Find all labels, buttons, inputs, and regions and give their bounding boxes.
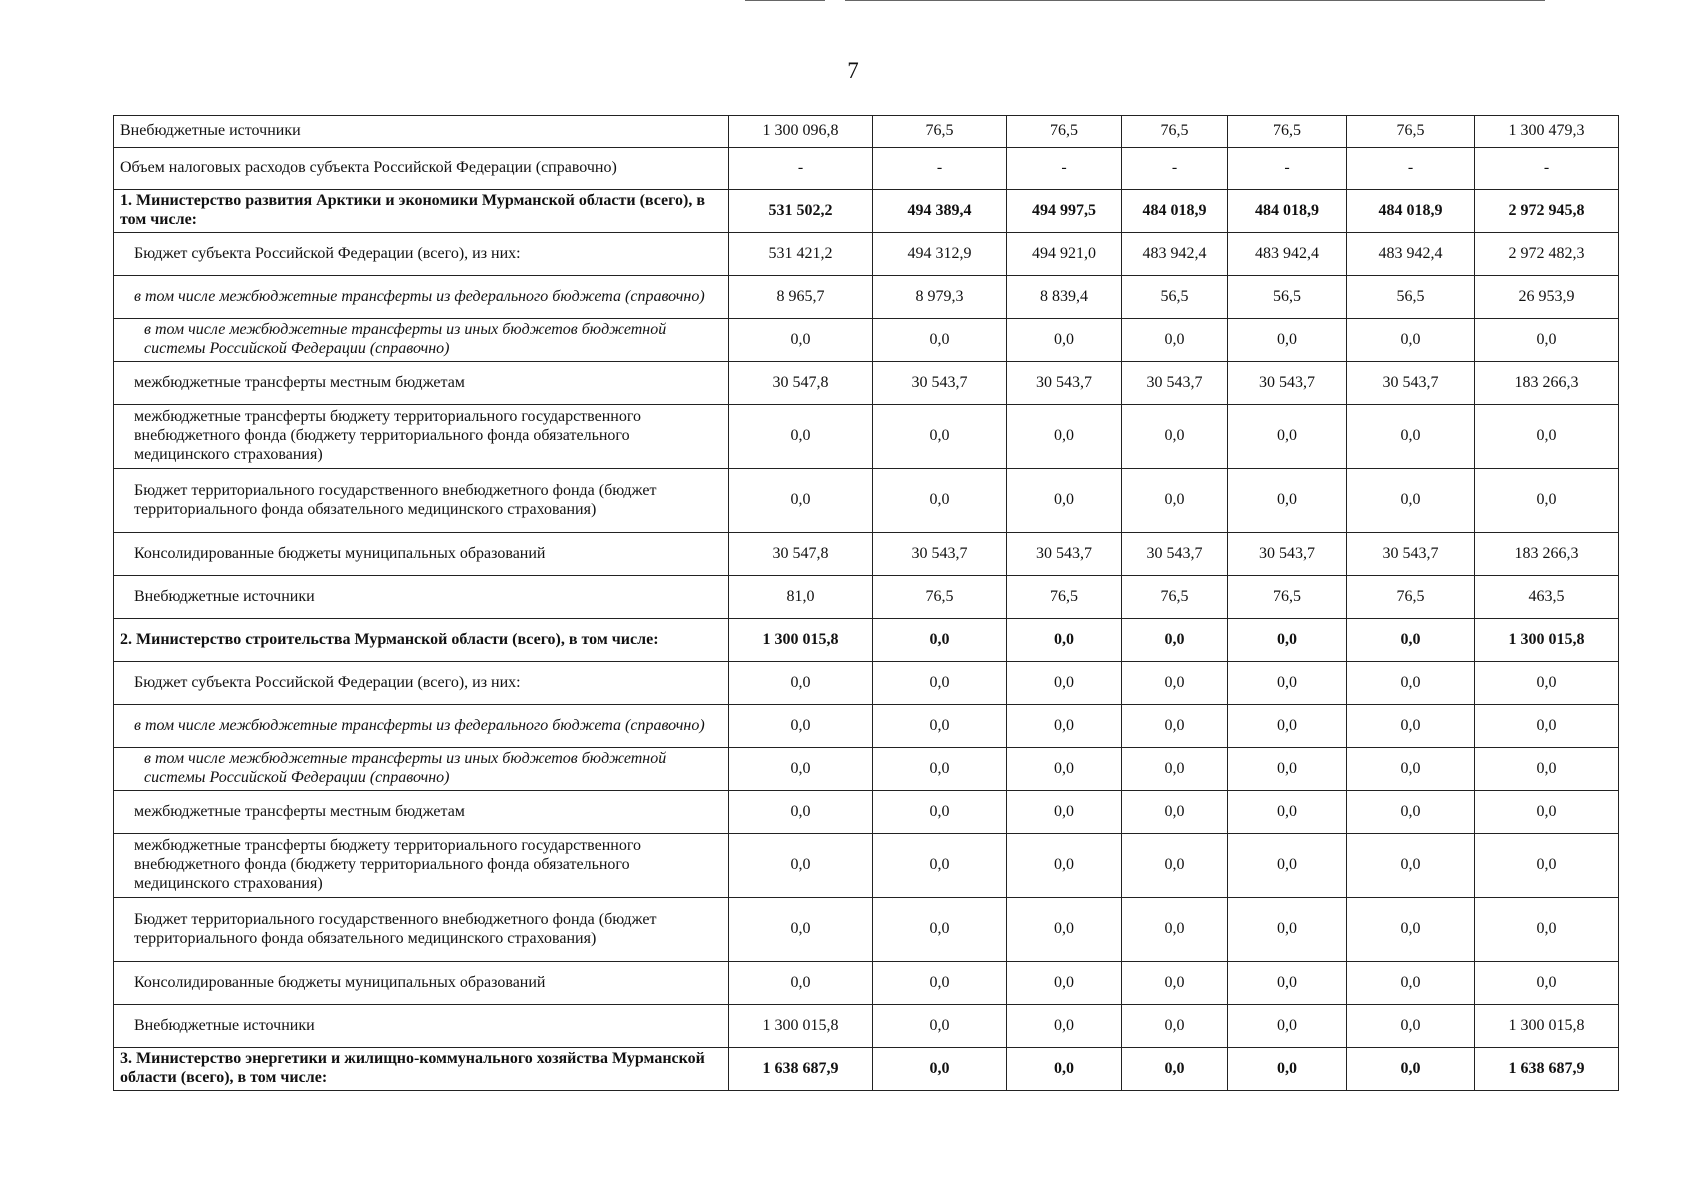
- table-row: [114, 319, 1619, 362]
- page-number: 7: [847, 58, 859, 83]
- row-value: 0,0: [1228, 1048, 1347, 1091]
- row-value: 0,0: [1122, 619, 1228, 662]
- table-row: [114, 576, 1619, 619]
- row-value: 0,0: [873, 662, 1007, 705]
- row-label: в том числе межбюджетные трансферты из иных бюджетов бюджетной системы Российской Федерации (справочно): [114, 319, 729, 362]
- row-value: 0,0: [1122, 469, 1228, 533]
- row-value: 76,5: [873, 576, 1007, 619]
- row-label: 2. Министерство строительства Мурманской области (всего), в том числе:: [114, 619, 729, 662]
- row-value: 0,0: [873, 405, 1007, 469]
- row-value: 0,0: [873, 1005, 1007, 1048]
- row-value: 0,0: [1347, 619, 1475, 662]
- table-row: [114, 1048, 1619, 1091]
- row-value: 2 972 945,8: [1475, 190, 1619, 233]
- row-value: 0,0: [1228, 619, 1347, 662]
- row-value: 0,0: [873, 705, 1007, 748]
- row-value: 494 997,5: [1007, 190, 1122, 233]
- row-value: 0,0: [1347, 662, 1475, 705]
- row-value: 0,0: [1475, 898, 1619, 962]
- row-value: 76,5: [1122, 576, 1228, 619]
- row-value: 76,5: [1007, 116, 1122, 148]
- row-value: 483 942,4: [1122, 233, 1228, 276]
- table-row: [114, 469, 1619, 533]
- row-value: 1 300 015,8: [1475, 1005, 1619, 1048]
- row-label: 1. Министерство развития Арктики и экономики Мурманской области (всего), в том числе:: [114, 190, 729, 233]
- row-value: 76,5: [1007, 576, 1122, 619]
- row-value: 0,0: [873, 791, 1007, 834]
- row-value: 30 543,7: [1347, 533, 1475, 576]
- row-value: 8 965,7: [729, 276, 873, 319]
- row-value: 0,0: [1007, 469, 1122, 533]
- row-value: 0,0: [1122, 1048, 1228, 1091]
- row-value: 0,0: [729, 662, 873, 705]
- row-value: 56,5: [1122, 276, 1228, 319]
- row-value: -: [1228, 148, 1347, 190]
- row-value: 0,0: [1475, 791, 1619, 834]
- scan-edge-line: [845, 0, 1545, 1]
- row-value: 0,0: [1122, 705, 1228, 748]
- row-value: 0,0: [1228, 748, 1347, 791]
- row-value: 30 543,7: [1007, 362, 1122, 405]
- row-value: 1 300 479,3: [1475, 116, 1619, 148]
- row-value: 0,0: [873, 469, 1007, 533]
- row-value: 0,0: [873, 962, 1007, 1005]
- table-row: [114, 962, 1619, 1005]
- row-value: 0,0: [1007, 791, 1122, 834]
- table-row: [114, 276, 1619, 319]
- row-value: 0,0: [1228, 898, 1347, 962]
- row-value: 0,0: [1475, 962, 1619, 1005]
- row-label: Внебюджетные источники: [114, 576, 729, 619]
- row-value: 0,0: [1475, 705, 1619, 748]
- row-value: 1 300 096,8: [729, 116, 873, 148]
- row-value: 0,0: [729, 748, 873, 791]
- row-label: Бюджет субъекта Российской Федерации (всего), из них:: [114, 233, 729, 276]
- budget-table: [113, 115, 1619, 1091]
- row-value: 30 543,7: [1228, 362, 1347, 405]
- row-value: 0,0: [1228, 405, 1347, 469]
- row-value: 0,0: [1122, 319, 1228, 362]
- row-value: 0,0: [1122, 748, 1228, 791]
- table-row: [114, 748, 1619, 791]
- row-value: 0,0: [1007, 405, 1122, 469]
- row-value: 0,0: [873, 898, 1007, 962]
- row-value: 0,0: [1122, 405, 1228, 469]
- row-value: 0,0: [1475, 834, 1619, 898]
- row-value: 30 543,7: [1347, 362, 1475, 405]
- row-label: межбюджетные трансферты местным бюджетам: [114, 362, 729, 405]
- row-value: 0,0: [873, 748, 1007, 791]
- table-row: [114, 898, 1619, 962]
- row-value: 183 266,3: [1475, 362, 1619, 405]
- row-value: 0,0: [1347, 1048, 1475, 1091]
- row-value: 0,0: [1228, 662, 1347, 705]
- row-value: 494 312,9: [873, 233, 1007, 276]
- row-value: 81,0: [729, 576, 873, 619]
- row-value: 0,0: [1475, 748, 1619, 791]
- row-value: 76,5: [873, 116, 1007, 148]
- row-label: Внебюджетные источники: [114, 116, 729, 148]
- row-value: 30 543,7: [873, 362, 1007, 405]
- row-value: 463,5: [1475, 576, 1619, 619]
- row-value: 0,0: [1228, 791, 1347, 834]
- row-value: 0,0: [1347, 705, 1475, 748]
- row-value: -: [873, 148, 1007, 190]
- row-value: 0,0: [729, 962, 873, 1005]
- row-value: 0,0: [1228, 319, 1347, 362]
- row-value: 0,0: [1228, 469, 1347, 533]
- row-value: 76,5: [1122, 116, 1228, 148]
- row-value: -: [1007, 148, 1122, 190]
- row-label: Консолидированные бюджеты муниципальных образований: [114, 533, 729, 576]
- row-label: Консолидированные бюджеты муниципальных образований: [114, 962, 729, 1005]
- row-value: 0,0: [1228, 834, 1347, 898]
- row-label: Внебюджетные источники: [114, 1005, 729, 1048]
- row-label: в том числе межбюджетные трансферты из федерального бюджета (справочно): [114, 276, 729, 319]
- table-row: [114, 705, 1619, 748]
- row-value: 0,0: [1347, 405, 1475, 469]
- row-value: 0,0: [1228, 962, 1347, 1005]
- row-value: 531 502,2: [729, 190, 873, 233]
- row-value: 0,0: [1347, 791, 1475, 834]
- row-value: 0,0: [1475, 319, 1619, 362]
- row-value: 494 921,0: [1007, 233, 1122, 276]
- row-value: 8 979,3: [873, 276, 1007, 319]
- row-value: 1 638 687,9: [1475, 1048, 1619, 1091]
- row-value: 0,0: [1347, 319, 1475, 362]
- row-value: 183 266,3: [1475, 533, 1619, 576]
- row-value: 76,5: [1347, 576, 1475, 619]
- row-value: 0,0: [1475, 405, 1619, 469]
- row-value: 0,0: [1122, 1005, 1228, 1048]
- table-row: [114, 116, 1619, 148]
- row-value: -: [1347, 148, 1475, 190]
- row-value: 30 543,7: [1122, 362, 1228, 405]
- row-value: -: [729, 148, 873, 190]
- row-value: 0,0: [1347, 834, 1475, 898]
- row-value: 484 018,9: [1122, 190, 1228, 233]
- row-value: 494 389,4: [873, 190, 1007, 233]
- row-value: 30 543,7: [1228, 533, 1347, 576]
- table-row: [114, 233, 1619, 276]
- row-value: 76,5: [1347, 116, 1475, 148]
- table-row: [114, 834, 1619, 898]
- row-value: 0,0: [1347, 748, 1475, 791]
- row-value: 0,0: [1007, 748, 1122, 791]
- row-value: 30 547,8: [729, 362, 873, 405]
- row-value: 56,5: [1228, 276, 1347, 319]
- row-value: 484 018,9: [1228, 190, 1347, 233]
- row-value: 0,0: [1007, 619, 1122, 662]
- table-row: [114, 662, 1619, 705]
- row-value: 0,0: [1122, 662, 1228, 705]
- row-value: 0,0: [1007, 1048, 1122, 1091]
- table-row: [114, 533, 1619, 576]
- row-value: 483 942,4: [1228, 233, 1347, 276]
- row-value: 1 638 687,9: [729, 1048, 873, 1091]
- row-value: 0,0: [1007, 834, 1122, 898]
- row-label: Бюджет территориального государственного внебюджетного фонда (бюджет территориального фонда обязательного медицинского страхования): [114, 469, 729, 533]
- row-value: 0,0: [1122, 962, 1228, 1005]
- row-value: 0,0: [873, 1048, 1007, 1091]
- row-value: 56,5: [1347, 276, 1475, 319]
- row-value: 0,0: [1122, 898, 1228, 962]
- table-row: [114, 148, 1619, 190]
- row-value: 0,0: [729, 898, 873, 962]
- row-value: 0,0: [1228, 1005, 1347, 1048]
- row-value: 2 972 482,3: [1475, 233, 1619, 276]
- row-value: 0,0: [1007, 898, 1122, 962]
- row-value: -: [1475, 148, 1619, 190]
- row-label: в том числе межбюджетные трансферты из федерального бюджета (справочно): [114, 705, 729, 748]
- row-value: 0,0: [729, 319, 873, 362]
- row-value: 0,0: [1347, 962, 1475, 1005]
- row-value: 30 543,7: [1007, 533, 1122, 576]
- row-value: -: [1122, 148, 1228, 190]
- row-label: Бюджет территориального государственного внебюджетного фонда (бюджет территориального фонда обязательного медицинского страхования): [114, 898, 729, 962]
- row-label: межбюджетные трансферты бюджету территориального государственного внебюджетного фонда (бюджету территориального фонда обязательного медицинского страхования): [114, 834, 729, 898]
- row-value: 1 300 015,8: [1475, 619, 1619, 662]
- table-row: [114, 791, 1619, 834]
- row-value: 0,0: [1007, 319, 1122, 362]
- row-value: 0,0: [1347, 469, 1475, 533]
- table-row: [114, 190, 1619, 233]
- row-label: межбюджетные трансферты местным бюджетам: [114, 791, 729, 834]
- table-row: [114, 405, 1619, 469]
- table-row: [114, 619, 1619, 662]
- row-label: в том числе межбюджетные трансферты из иных бюджетов бюджетной системы Российской Федерации (справочно): [114, 748, 729, 791]
- row-label: Объем налоговых расходов субъекта Российской Федерации (справочно): [114, 148, 729, 190]
- row-value: 26 953,9: [1475, 276, 1619, 319]
- row-value: 1 300 015,8: [729, 619, 873, 662]
- row-value: 0,0: [1228, 705, 1347, 748]
- row-value: 0,0: [1122, 791, 1228, 834]
- row-value: 484 018,9: [1347, 190, 1475, 233]
- row-value: 30 547,8: [729, 533, 873, 576]
- row-value: 0,0: [1007, 1005, 1122, 1048]
- table-row: [114, 1005, 1619, 1048]
- row-value: 531 421,2: [729, 233, 873, 276]
- row-value: 76,5: [1228, 576, 1347, 619]
- table-row: [114, 362, 1619, 405]
- row-value: 0,0: [1347, 898, 1475, 962]
- row-value: 1 300 015,8: [729, 1005, 873, 1048]
- row-value: 0,0: [873, 619, 1007, 662]
- row-value: 0,0: [729, 405, 873, 469]
- row-value: 0,0: [729, 791, 873, 834]
- row-value: 76,5: [1228, 116, 1347, 148]
- row-value: 483 942,4: [1347, 233, 1475, 276]
- row-value: 0,0: [1007, 705, 1122, 748]
- row-label: Бюджет субъекта Российской Федерации (всего), из них:: [114, 662, 729, 705]
- row-value: 30 543,7: [1122, 533, 1228, 576]
- row-value: 0,0: [1475, 469, 1619, 533]
- row-value: 0,0: [1475, 662, 1619, 705]
- row-value: 8 839,4: [1007, 276, 1122, 319]
- row-value: 0,0: [729, 469, 873, 533]
- row-value: 0,0: [729, 705, 873, 748]
- scan-edge-line: [745, 0, 825, 1]
- row-value: 0,0: [873, 319, 1007, 362]
- row-value: 0,0: [1007, 962, 1122, 1005]
- row-label: 3. Министерство энергетики и жилищно-коммунального хозяйства Мурманской области (всего), в том числе:: [114, 1048, 729, 1091]
- row-value: 0,0: [873, 834, 1007, 898]
- row-value: 0,0: [1122, 834, 1228, 898]
- row-value: 0,0: [1007, 662, 1122, 705]
- row-value: 30 543,7: [873, 533, 1007, 576]
- row-label: межбюджетные трансферты бюджету территориального государственного внебюджетного фонда (бюджету территориального фонда обязательного медицинского страхования): [114, 405, 729, 469]
- row-value: 0,0: [729, 834, 873, 898]
- row-value: 0,0: [1347, 1005, 1475, 1048]
